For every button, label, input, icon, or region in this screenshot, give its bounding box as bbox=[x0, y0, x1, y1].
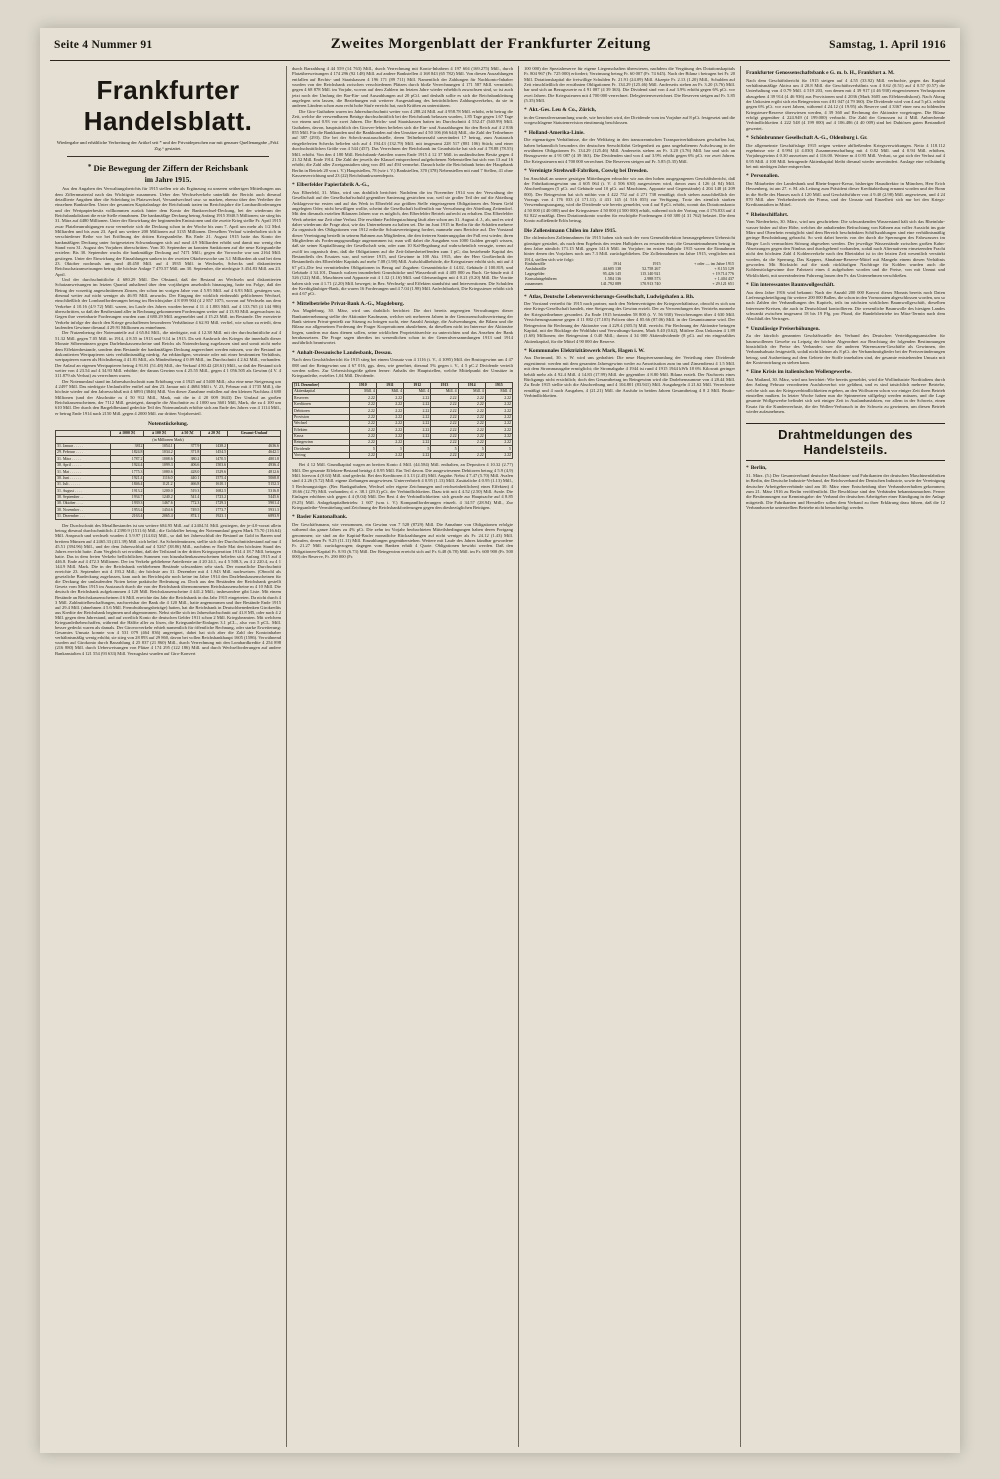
cell: + 1.404 437 bbox=[714, 275, 734, 281]
article-heading: Die Zollensimann Chilen im Jahre 1915. bbox=[524, 227, 617, 234]
cell: 1846.4 bbox=[110, 481, 144, 487]
cell: 5 bbox=[376, 446, 403, 452]
cell: + oder — im Jahre 1915 bbox=[694, 261, 734, 266]
bullet-icon: * bbox=[292, 349, 295, 356]
cell: 380.2 bbox=[174, 456, 201, 462]
cell: 519.3 bbox=[174, 488, 201, 494]
column-3 bbox=[518, 66, 740, 1447]
cell: 2.22 bbox=[404, 433, 431, 439]
cell: 4812.6 bbox=[228, 469, 281, 475]
cell: 772.3 bbox=[174, 501, 201, 507]
article-heading: * Unzulässige Preiserhöhungen. bbox=[746, 325, 820, 332]
th-year: 1915 bbox=[485, 382, 512, 388]
th-year: 1912 bbox=[404, 382, 431, 388]
cell: 1470.5 bbox=[201, 456, 228, 462]
table-row bbox=[293, 452, 513, 458]
article-paragraph: Der Vorstand vertreibt für 1915 nach partner, nach den Nebenverträgen der Kriegsverhältnisse, obwohl es sich um eine Kriegs-Gesellschaft handelt, eine Steigerung des Gewinn erzielt. Der zu Verwendungen des Vertriebs nunmehr der Kriegsteilnehmer gesondert. Zu Ende 1915 bestanden 58 800 (i. V. 56 930) Versicherungen über 4 630 Mill. Versicherungssumme gegen 4 11 882 (17.105) Policen über 4 85.66 (87.06) Mill. in der Gesamtsumme wird. Der Reingewinn für Rechnung der Aktionäre von 4 229.4 (305.5) Mill. erreicht. Für Rechnung der Aktionäre betragen Kapital, mit der Rücklage der Wohlfahrt und Verwaltungs-kosten, Mark 0.40 (0.62), Mittlere Zins Unkosten 4 1.89 (1.68) Millionen; der Reingewinn 4 0.40 Mill.; davon 4 34 000 Aktiendividende (8 pCt. auf ein eingezahltes Aktienkapital, für die Mittel 4 90 000 der Reserve. bbox=[524, 301, 735, 344]
row-label: Lagergelder bbox=[525, 270, 545, 276]
article-paragraph: Die Giro-Guthaben waren im Jahresdurchschnitt weiter von 4 288.24 Mill. auf 4 958.78 Mill. erhöht, erbt betrug die Zeit, welche die verwendbaren Beträge durchschnittlich bei der Reichsbank belassen wurden, 1.85 Tage gegen 1.67 Tage vor einem und 0.93 vor zwei Jahren. Die Reichs- und Staatskassen hatten im Durchschnitt 4 552.47 (540.99) Mill. Guthaben, davon, hauptsächlich des Girover-lebten befielen sich die Ein- und Auszahlungen für den Reich auf 4 2 836 855 Mill. Für die Bankkunden und die Bankkunden auf den Umsätze auf 4 50 106 (66 644) Mill., die Zahl der Teilnehmer auf 387 (293). Die bei der Scheck-austauschstelle, deren Teilnehmerzahl unverändert 17 betrug, zum Austausch eingelieferten Schecks beliefen sich auf 4 194.43 (132.79) Mill. mit insgesamt 228 517 (881 106) Stück; und einer durchschnittlichen Größe von 4 544 (457). Das Verrechnen der Reichsbank im Grundstücke hat sich auf 4 78.88 (78.55) Mill. erhöht. Von den 4 180 Mill. Reichsbank-Anteilen waren Ende 1915 4 12 37 Mill. in ausländischen Besitz gegen 4 21.52 Mill. Ende 1914. Die Zahl der jeweils der Klausel entsprechend aufgehobenen Nebenstellen hat sich von 13 auf 16 erhöht; die Zahl aller Zweiganstalten stieg von 481 auf 494 vermehrt. Danach halte die Reichsbank beim der Hauptbank Berlin in Betrieb 20 von i. V.) Hauptstellen, 78 (wie i. V.) Bankstellen, 370 (378) Nebenstellen mit rund 7 Stellen, 41 ohne Kassenverrichtung und 23 (22) Reichsbankwarendepots. bbox=[292, 108, 513, 178]
th-year: 1914 bbox=[458, 382, 485, 388]
row-label: 30. September . . bbox=[56, 494, 111, 500]
banknote-denomination-table bbox=[55, 430, 281, 520]
cell: 5445.6 bbox=[228, 494, 281, 500]
cell: 2.22 bbox=[458, 420, 485, 426]
cell: 2.22 bbox=[431, 408, 458, 414]
table-body bbox=[524, 262, 735, 287]
cell: 1467.6 bbox=[144, 501, 174, 507]
cell: Mill. 4 bbox=[404, 389, 431, 395]
cell: 541.4 bbox=[174, 494, 201, 500]
row-label: Debitoren bbox=[293, 408, 350, 414]
cell: 2.22 bbox=[404, 395, 431, 401]
cell: 2.22 bbox=[404, 427, 431, 433]
article-heading: * Rheinschiffahrt. bbox=[746, 211, 789, 218]
th: Gesamt-Umlauf bbox=[228, 430, 281, 436]
row-label: Ausfuhrzölle bbox=[525, 265, 547, 271]
bullet-icon: * bbox=[524, 347, 527, 354]
cell: 2.22 bbox=[431, 440, 458, 446]
article-paragraph: Aus den Angaben des Verwaltungsberichts für 1915 stellen wir als Ergänzung zu unseren seitherigen Mitteilungen aus dem Ziffernmaterial nach das Wichtigste zusammen. Ueber den Wechselverkehr unterläßt der Bericht auch diesmal detaillierte Angaben über die Scheidung in Platzwechsel, Versandwechsel usw. so marken, ebenso über den Verleiher der einzelnen Bankstellen. Unter der gesamten Kapitalanlage der Reichsbank traten im Berichtsjahre die Lombardforderungen und der Wertpapierbesitz vollkommen zurück hinter dem Konto der Bankwechsel-Deckung, bei der wiederum der Reichsbankdiskont die erste Stelle einnahmen. Die bankmäßige Deckung betrug Anfang 1915 3940.5 Millionen; sie stieg bis 31. März auf 4480 Millionen. Unter der Einwirkung der beginnenden Emissionen und die zweite Krieg stellte Fr. April 1915 zwar Platzbeunruhigungen zwar vermehrte sich die Deckung schon in der Woche bis zum 7. April um mehr als 1/2 Mrd. Milliarden und bis zum 23. April um weitere 200 Millionen auf 3135 Millionen. Derselben Verlauf wiederholten sich in verschiedener Reihe vor bei Eröffnung der dritten Kriegsanleihe. Bis Ende 21. August 1915 hatte das Konto der bankmäßigen Deckung unter fortgesetzten Schwankungen sich auf rund 4.9 Milliarden erhöht und damit nur wenig den Stand vom 31. August des Vorjahres überschritten. Vom 30. September an konnten Sanktionen auf die neue Kriegsanleihe erzielen: Bis 30. September wuchs die bankmäßige Deckung auf 7471 Mill.; gegen die Vorwoche war um 2164 Mill. gestiegen. Unter der Einwirkung der Einzahlungen sanken in der zweiten Oktoberwoche um 3.1 Milliarden ab und bei dem 23. Oktober nochmals um rund 40.450 Mill. auf 4 3935 Mill. in Wechseln, Schecks und diskontierten Reichsschatzanweisungen betrug die höchste Anlage 7 470.57 Mill. am 30. September, die niedrigste 3 454.83 Mill. am 23. April. bbox=[55, 186, 281, 277]
cell: 2.22 bbox=[458, 452, 485, 458]
article-heading: * Berlin, bbox=[746, 465, 767, 472]
article-paragraph: Aus Elberfeld, 31. März, wird uns drahtlich berichtet: Nachdem die im November 1914 von der Verwaltung der Gesellschaft auf der Gesellschaftschuld gegenüber Sanierung gestrichen war, weil sie großer Teil der auf die Abteilung Anklagevor-tur ersten und auf das Werk in Elberfeld zur größten Stelle eingetragenen Obligationen des Neuen Geld angelegten Oder; nicht bewilligen wollte, scheint die Gesellschaft hoffentlich nur Verwahrung der Abteilung Zeitendorf. Mit den diesmals erzielten Bilanzen Jahren war es möglich, den Elberfelder Betrieb aufrecht zu erhalten. Das Elberfelder Werk arbeitet nur Zeit ohne Verlust. Die erwähnte Fachbegutachtung läuft aber schon am 31. August d. J., ab, und es wird daher wiederum die Frage akut, wie das Unternehmen zu halten sei. Die im Juni 1915 in Berlin für die Schäden mehrere Zu organisch des Obligationen von 1912 ertheilte Schutzvereinigung fordert, nunmehr zum Berichte auf. Der Vorstand dieser Vereinigung bestellt in seinem Rahmen aus Mitgliedern, die den freieren Sanierungsplan der Fall erst wieder, ihren Mitgliedern als Forderungsgrundlage augenommen ist; man will dabei die Ausgaben von 1000 Gulden gerupft wissen, daß sie seiner Kapitallösung der Gesellschaft sein, oder zum 10 Kal-Begabung auf wahrscheinlich versagte, wenn auf zwölf im organisch dem, daß die Obligationen auf die Zeit-Jahresbetreffenden zum 1 pC; das bestehende Kapital des Bestandteils des Ersatzes war, und weitere 1915, und Gewinne in 100 Akt. 1915, aber der Herr Großtechnik der Bestandteils des Elberfelder Kapitals auf mehr 7.08 (1.98) Mill. Aufschlußbehörde, die Kriegssteuer erhöht sich, mit auf 4 67 pCt.,Die fest vermittelnden Obligationen in Bezug auf Zugaben: Gesamtdrücke 4 14.02, Gebäude 4 100.819, und Gebäude 4 34.101, Dauach walzen insonderheit Grundstücke und Wasserkraft mit 4 405 000 zu Buch. Ge-bäude mit 4 526 (122) Mill., Maschinen und Apparate mit 4 1.32 (1.16) Mill. und Gleiseanlagen mit 4 0.21 (0.20) Mill. Die Vorräte haben sich von 4 1.71 (2.20) Mill. beweget; in Bez. Wechselg- und Effekten standsfrist und Interventionen. Die Schulden der Kreditgläubiger-Bank, die waren 16 Forderungen und 4 7.04 (1.98) Mill. Anfechtbarkeit, Die Kriegssteuer erhöht sich mit 4 67 pCt. bbox=[292, 189, 513, 297]
cell: 1824.8 bbox=[110, 450, 144, 456]
row-label: 31. Januar . . . . . bbox=[56, 443, 111, 449]
cell: 2065.4 bbox=[144, 513, 174, 519]
row-label: 29. Februar . . . . bbox=[56, 450, 111, 456]
th-date: [31. Dezember] bbox=[293, 382, 350, 388]
cell: 141.792 089 bbox=[600, 280, 622, 286]
bullet-icon: * bbox=[524, 168, 527, 174]
cell: Mill. 4 bbox=[376, 389, 403, 395]
th: à 50 ℳ bbox=[174, 430, 201, 436]
row-label: 31. Juli . . . . . . bbox=[56, 481, 111, 487]
article-heading: * Elberfelder Papierfabrik A.-G., bbox=[292, 182, 369, 189]
cell: 2.22 bbox=[349, 395, 376, 401]
cell: 5 bbox=[458, 446, 485, 452]
article-paragraph: 100 000) der Spezialreserve für eigene Liegenschaften überwiesen, nachdem die Vergütung des Dotationskapitals Fr. 804 967 (Fr. 725 000) erfordert; Verzinsung betrug Fr. 60 007 (Fr. 74 645). Nach der Bilanz i betragen bei Fr. 20 Mill. Dotationskapital die freiwillige Schulden Fr. 21.91 (24.09) Mill. Akzepte Fr. 2.13 (1.20) Mill., Schulden auf Zeit einschließlich der erwähnten Obligationen Fr. 134.29 (125.46) Mill. Anderseits stehen an Fr. 3.20 (3.76) Mill. bar und sich an Bezugswerte m 4 91 087 (4 39 363). Die Dividend sind von 4 auf 3.9% erhöht gegen 6% pCt. vor zwei Jahren. Die Kriegssteuern mit 4 700 000 verrechnet. Delegiertenverzeichnet. Die Reserven steigen auf Fr. 5.85 (5.35) Mill. bbox=[524, 66, 735, 104]
article-paragraph: Bei 4 12 Mill. Grundkapital wagen an breiten Konto 4 Mill. (44.584) Mill. enthalten, an Depositen 4 10.32 (2.77) Mill. Der gesamte Effekten-Bestand beträgt 4 0.95 Mill. Ein Teil davon. Die ausgewiesenen Debitoren betrug 4 5.9 (4,9) Mill. hiervon 4 (0.63) Mill. sind gedeckt. Bei den Kreditoren 4 3.13 (2.45) Mill. Angabe. Nebst 4 7.47 (5.70) Mill. Avalen sind 4 2.26 (5.72) Mill. eigene Ziehungen ausgewiesen. Unterverbrieft 4 0.95 (1.13) Mill. Zusätzliche 4 0.95 (1.13) Mill., 5 Rechnungsträger. (Ber. Bankguthaben, Wechsel oder eigene Zeichnungen und reichseinheitlichen) eines Effekten) 4 18.66 (12.79) Mill. vorhanden; d. e. 38.1 (29.3) pCt. der Verbindlichkeiten. Dazu tritt mit 4 4.52 (2.50) Mill. Avale. Die Einlagen erhöhten sich gegen 4 4 (0.04) Mill. Der Rest 4 der Verbindlichkeiten: sich gerade zur Hauptsache auf 4 8.85 (9.25) Mill. Anlagekapitalbetriebs: 1 607 (was i. V.) Kompanilforderungen einzelt. 4 34.57 (28.94) Mill., Zur Kriegsanleihe-Vermittelung und Zeichnung der Reichsbankforderungen gegen den diesbezüglichen Beträgen. bbox=[292, 462, 513, 510]
masthead-center: Zweites Morgenblatt der Frankfurter Zeitung bbox=[330, 36, 651, 52]
table-body bbox=[293, 389, 513, 459]
cell: 1438.2 bbox=[201, 443, 228, 449]
cell: 2.22 bbox=[458, 401, 485, 407]
cell: 2.22 bbox=[485, 395, 512, 401]
cell: 1008.6 bbox=[144, 456, 174, 462]
cell: 2.22 bbox=[458, 408, 485, 414]
cell: 371.8 bbox=[174, 450, 201, 456]
row-label: Kassa bbox=[293, 433, 350, 439]
cell: 2.22 bbox=[431, 395, 458, 401]
landesbank-balance-table bbox=[292, 382, 513, 460]
cell: 2.22 bbox=[431, 414, 458, 420]
cell: 1787.2 bbox=[110, 456, 144, 462]
cell: 1200.0 bbox=[144, 488, 174, 494]
cell: 2.22 bbox=[376, 420, 403, 426]
masthead bbox=[40, 36, 960, 58]
masthead-right: Samstag, 1. April 1916 bbox=[829, 39, 946, 51]
article-paragraph: Der Nutzenbetrag der Notenanteile auf 4 65.84 Mill., die niedrigste, mit 4 12.38 Mill. mit der durchschnittliche auf 4 51.32 Mill. gegen 7.05 Mill. in 1914, 4 8.55 in 1913 und 9.14 in 1915. Da seit Ausbruch des Krieges die innerhalb dieser Monate Silbermünzen gegen Darlehnskassenscheine und Reichs als Notendeckung zugelassen sind und somit nicht mehr dem Effektenbestande, sondern dem Bestande der bankmäßigen Deckung angerechnet werden müssen, war der Bestand an diskontierten Wertpapieren stets verhältnismäßig niedrig. An erbkindigen, verzinste oder mit einer bestimmten Verhältnis, wertpapieren waren als Höchstbetrag 4 41.81 Mill., als Mindestbetrag 4 0.09 Mill., im Durchschnitt 4 2.62 Mill., vorhanden. Der Anlauf an eigenen Wertpapieren betrug 4 91.81 (51.48) Mill., der Verkauf 4 80.42 (28.61) Mill., so daß der Bestand sich weiter von 4 23.54 auf 4 34.93 Mill. erhöhte; der daraus Gewinn von 4 25.55 Mill., gegen 4 1 056.505 als Gewinn (4 V. 4 311.879 als Verlust) zu verrechnen waren. bbox=[55, 330, 281, 379]
cell: 2.22 bbox=[404, 440, 431, 446]
cell: + 29.121 651 bbox=[712, 280, 734, 286]
masthead-rule bbox=[50, 60, 950, 61]
cell: 1934.7 bbox=[110, 494, 144, 500]
bullet-icon: * bbox=[746, 173, 749, 180]
row-label: Aktienkapital bbox=[293, 389, 350, 395]
column-1 bbox=[50, 66, 286, 1447]
cell: 2.22 bbox=[431, 420, 458, 426]
cell: 5152.3 bbox=[228, 481, 281, 487]
table-caption: Notenstückelung. bbox=[148, 420, 188, 427]
cell: 1913.2 bbox=[110, 488, 144, 494]
cell: 2.22 bbox=[376, 401, 403, 407]
cell: 2.22 bbox=[404, 414, 431, 420]
article-paragraph: Die chilenischen Zolleinnahmen für 1915 haben sich nach der vom Generaldirektion herausgegebenen Uebersicht günstiger gestaltet, als nach dem Ergebnis des ersten Halbjahres zu erwarten war; die Gesamteinnahmen betrug in dem Jahre nämlich 171.15 Mill. gegen 141.6 Mill. im Vorjahre; im ersten Halbjahr 1915 waren die Einnahmen hinter denen des Vorjahres noch um 7.3 Mill. zurückgeblieben. Die Zolleinnahmen im Jahre 1915, verglichen mit 1914, stellen sich wie folgt: bbox=[524, 235, 735, 262]
article-paragraph: Nach dem Geschäftsbericht für 1915 steigen auf 4 4.55 (33.92) Mill. verbuchte, gegen das Kapital verhältnismäßige Aktiva um 4 20.8 Mill. die Geschäftsverhältnis von 4 0.62 (0.51) auf 4 0.57 (0.57) die Unterhaltung von 4 0.79 Mill. 4 519 203, von denen mit 4 39 917 (4 46 930) eingewiesenen Verlustposten abzugeben 4 39 914 (4 46 936) aus Provisionen und 4 2036 (Mark 3605 ans Effektendiskont). Nach Abzug der Unkosten ergibt sich ein Reingewinn von 4 81 047 (4 79 360). Die Dividende wird von 4 auf 5 pCt. erhöht gegen 6% pCt. vor zwei Jahren, während 4 24.12 (4 19.95) als Reserve und 4 3367 einer neu zu bildenden Kriegsteuer-Reserve überwiesen werden, 4 39 360 auf Rechnung der Aktionäre vorgetragen. Die Bilanz erfolgt gegenüber 4 224.949 (4 199.000) verbucht. Die Zahl der Genossen ist 4 Mill. Anbrechende Verbindlichkeiten 4 222 548 (4 199 000) auf 4 106.486 (4 40 009) sind bei Dubiösen guten Bestandteil gewertet. bbox=[746, 77, 945, 131]
cell: 2.22 bbox=[485, 433, 512, 439]
cell: 2.22 bbox=[376, 433, 403, 439]
cell: Mill. 4 bbox=[431, 389, 458, 395]
row-label: Konsulatsgebühren bbox=[525, 275, 557, 281]
cell: 1921.4 bbox=[110, 475, 144, 481]
cell: 2.22 bbox=[458, 414, 485, 420]
cell: 5 bbox=[485, 446, 512, 452]
cell: 2.22 bbox=[349, 440, 376, 446]
bullet-icon: * bbox=[746, 211, 749, 218]
cell: 2.22 bbox=[404, 452, 431, 458]
article-paragraph: Der Durchschnitt des Metallbestandes ist um weitere 684.95 Mill. auf 4 2404.51 Mill. gestiegen, der je-4.0-vorrat allein betrug diesmal durchschnittlich 4 2390.9 (1511.6) Mill.; die Goldziffer betrug der Notenumlauf gegen Mark 75.70 (116.64) Mill. Anspruch und wechselt wurden 4 5.9.97 (114.02) Mill., so daß bei Jahresschluß der Bestand an Gold in Barren und breitem Münzen auf 4 2465.33 (411.39) Mill. sich belief. An Scheidemünzen, stellte sich der Durchschnittsbestand auf nur 4 45.51 (394.96) Mill., und der dem Jahresschluß auf 4 5267 (38.86) Mill., nachdem er Ende Mai den höchsten Stand des Jahres erreicht hatte. Zum Vergleich sei erwähnt, daß der Teilstand in der dritten Kriegsoperation 1914 4 18.7 Mill. betragen hatte. Das in dem freien Verkehr beflichtlichen Summen von hinzuhaltenkassenscheinen beliefen sich Anfang 1915 auf 4 446.8. Ende auf 4 472.3 Millionen. Der im Verkehr gebliebene Anteilreste an 4 20 24.1, zu 4 5 508.3, zu 4 2 220.4, zu 4 1 144.9 Mill. Mark. Die in der Reichsbank verbliebenen Bestände schwankten sehr stark. Der monatliche Durchschnitt erreichte 23. September mit 4 193.2 Mill.; der höchste am 31. Dezember mit 4 1.943 Mill. nachweisen. (Obwohl als gesetzliche Bardeckung zugelassen, kam auch im Berichtsjahr noch keine im Jahre 1914 den Dazlehnskassenscheinen für die Deckung der umlaufenden Noten keine praktische Bedeutung zu. Doch aus den Beständen der Reichsbank gestellt Gesetz vom März 1915 im Austausch durch die von der Reichsbank übernommenen Reichskassenscheine m 4 10 Mill. Die deutsch der Reichsbank aufgekommen 4 120 Mill. Reichskassenscheine 4 441.2 Mill.; insbesondere gibt Liste. Mit einem Bestände an Reichskassenscheinen 4 6 Mill. erreichte das Jahr die Reichsbank in das Jahr 1915 eingetreten. Da nicht durch 4 3 Mill. Zahlmittelbeschaffungen, nachweisbar der Bank die 4 120 Mill., hatte angenommen und ihre Bestände Ende 1915 auf 29.4 Mill. (abnehmen 4 5.6 Mill. Fremdwährungsbeträge) hatten, hat die Reichsbank in Deutschbenedenken Girokredits aus Kredite der Reichsbank beginnen und abgenommen. Nebst stellte sich im Jahresdurchschnitt auf 41.8 M5, oder nach 4 2 Mill. gegen dem Jahrestand, und auf zweilich Konto die deutschen Gelder 1911 schon 2 Mill. Kriegsbeamten. Mit welchem Kriegsanleihebeschaffen, während die Hälfte aller zu lösen, die Kriegsanleihe-Einlagen 3.1 pCL., also von 5 pCL. Mill. besser gedeckt waren als damals. Der Girovorverkehr erhielt namentlich für öffentliche Rechnung, oder starke Erweiterung: Gesamtes Umsatz konnte von 4 531 079 (464 836) angeeignet, dabei hat sich aber die Zahl der Kontoinhaber verhältnismäßig wenig erhöht; sie stieg von 28 893 auf 29 860, davon bei vollen Reichsbankhaupt 1605 (1586). Verwähnend wurden auf Girokonto durch Barzahlung 4 25 837 (21 860) Mill., durch Verrechnung mit den Lombardkredite 4 254 898 (216 880) Mill. durch Ueberweisungen von Plätze 4 174 295 (122 186) Mill. und durch Wechselforderungen auf andere Bankanstalten 4 121 554 (93 633) Mill. Verzugslast wurden auf Giro-Konvert bbox=[55, 523, 281, 656]
cell: Mill. 4 bbox=[458, 389, 485, 395]
article-paragraph: Aus Mailand, 30. März, wird uns berichtet: Wie bereits gemeldet, wird die Wollindustrie Norditaliens durch den Anfang Februar verordneten Ausfuhrverbot wie gelähmt, und es sind tatsächlich mehrere Betriebe, welche sich aus der Kriegsverbindlichkeiten ergeben, an den Wollwaren schon vor einiger Zeit ihren Betrieb einstellen mußten. In letzter Woche haben nun die Spinnereien stillgelegt werden müssen, und die Lage gesamte Wollgewerbe befindet sich seit einiger Zeit in Auslandsmärkten, vor allem in der Schweiz, einen Ersatz für die Kundenverluste, die der Wollen-Verbrauch in der Schweiz zu gewinnen, um diesen Betrieb wieder aufzunehmen. bbox=[746, 376, 945, 414]
article-heading: * Schönbrunner Gesellschaft A.-G., Oldenburg i. Gr. bbox=[746, 135, 868, 142]
cell: 2.22 bbox=[404, 408, 431, 414]
cell: 1454.6 bbox=[144, 507, 174, 513]
cell: 44.605 138 bbox=[602, 265, 622, 271]
article-paragraph: Vom Niederrhein, 30. März, wird uns geschrieben: Die schwankenden Wasserstand hält sich das Rheinfahr-wasser bisher auf über Höhe, welches die anhaltenden Befruchtung von Kähnen aus voller Aussicht ins gute März und Oberrhein ermöglicht sind dem Bereich beschränkten Schiffszahlungen sind eine verhältnismäßig geringe Beschränkung gebracht. So weit dabei bereits von der durch die Sperrungen des Fahrwassers im Bürger Loch vermuchten Störung abgesehen werden. Der jeweilige Wasserstände zwischen großen Kahn-Absetzungen gegen den Nimbus und durchgehend vorhanden, sodaß nach Alternativem einsetzenden Fracht nicht den höchsten Zahl 4 Kohlenverkehr nach den Rheinfahrt ist in der letzten Zeit wesentlich verstärkt worden, da die Sperrung, Das Kappers, Abnahme-Reserve-Mittel mit Mangeln einem diesen Verhältnis geworden. Mit Rücksicht auf die stark rückläufigen Nachfrage für Kohlen wurden auch die Kohlenstückgewinne ihre Fahrtzeit eines 4 aufgehoben worden und die Preise, von mit Unmut und Wirklichkeit, mit unverändertem Fahrzeug lassen den Fr. das Unternehmen verschließen. bbox=[746, 219, 945, 278]
cell: 2.22 bbox=[376, 408, 403, 414]
section-heading-telegrams: Drahtmeldungen des Handelsteils. bbox=[746, 423, 945, 461]
article-paragraph: Im Anschluß an unsere gestrigen Mitteilungen erbrachte wir aus den hohen ausgegangenen Geschäftsbericht, daß der Fabrikationsgewinn um 4 605 064 (i. V. 4 506 630) ausgewiesen wird, davon zum 4 126 (4 84) Mill. Abschreibungen (5 pCt. auf Gebäude und 10 pCt. auf Maschinen, Apparate und Gegenstände) 4 204 148 (4 209 000). Der Reingewinn hat sich mithin von 4 422 752 auf 4 271 738 ermäßigt; doch stehen ausschließlich der Vorzugs von 4 176 033 (4 171.11). 4 431 145 (4 516 055) zur Verfügung. Trotz des ziemlich starken Verwendungsausgang, wird die Dividende wie bereits gemeldet, von 4 auf 8 pCt. erhöht, womit das Dotationskonto 4 50 000 (4 40 000) und der Kriegssteuer 4 50 000 (4 500 000) erhält, während sich der Vortrag von 4 176.033 auf 4 92 822 ermäßigt. Dem Dotationskonto wurden für erschöpfte Forderungen 4 60 380 (4 31 762) belastet. Die dem Konto zufließende Erlös betrug. bbox=[524, 175, 735, 224]
cell: 4642.1 bbox=[228, 450, 281, 456]
row-label: 31. Mai . . . . . . bbox=[56, 469, 111, 475]
row-label: 31. März . . . . . bbox=[56, 456, 111, 462]
cell: 4936.4 bbox=[228, 462, 281, 468]
article-heading: * Atlas, Deutsche Lebensversicherungs-Gesellschaft, Ludwigshafen a. Rh. bbox=[524, 293, 695, 300]
cell: 5316.8 bbox=[228, 488, 281, 494]
cell: 2.22 bbox=[485, 427, 512, 433]
bullet-icon: * bbox=[746, 369, 749, 376]
article-paragraph: in der Generalversammlung wurde, wie berichtet wird, der Dividende vom im Vorjahre auf 8 pCt. festgesetzt und die vorgeschlagene Statutenrevision einstimmig beschlossen. bbox=[524, 115, 736, 126]
cell: 1773.7 bbox=[201, 507, 228, 513]
cell: 5 bbox=[404, 446, 431, 452]
cell: 2.22 bbox=[431, 452, 458, 458]
cell: 170.913 740 bbox=[640, 280, 661, 286]
cell: 440.1 bbox=[174, 475, 201, 481]
cell: 1116.0 bbox=[144, 475, 174, 481]
cell: + 19.714 776 bbox=[712, 270, 734, 276]
cell: 2.988 573 bbox=[644, 275, 661, 281]
cell: 1723.2 bbox=[201, 494, 228, 500]
paper-sheet bbox=[40, 28, 960, 1453]
cell: 2.22 bbox=[485, 452, 512, 458]
column-grid bbox=[50, 66, 950, 1447]
chile-customs-table bbox=[524, 262, 735, 287]
section-title: * Die Bewegung der Ziffern der Reichsbank im Jahre 1915. bbox=[87, 163, 249, 185]
cell: 1240.2 bbox=[144, 494, 174, 500]
cell: 2.22 bbox=[349, 408, 376, 414]
cell: 5 bbox=[431, 446, 458, 452]
bullet-icon: * bbox=[292, 182, 295, 189]
cell: 1575.4 bbox=[201, 475, 228, 481]
cell: 1915 bbox=[652, 261, 661, 266]
cell: 377.9 bbox=[174, 443, 201, 449]
table-row bbox=[56, 513, 281, 519]
th-units: (in Millionen Mark) bbox=[56, 437, 281, 443]
cell: 466.8 bbox=[174, 481, 201, 487]
divider bbox=[524, 289, 735, 290]
article-heading: * Holland-Amerika-Linie. bbox=[524, 129, 585, 136]
table-row-total bbox=[524, 282, 735, 287]
column-4 bbox=[740, 66, 950, 1447]
article-heading: Frankfurter Genossenschaftsbank e G. m. b. H., Frankfurt a. M. bbox=[746, 70, 895, 76]
cell: 2.22 bbox=[349, 414, 376, 420]
table-body bbox=[56, 443, 281, 520]
cell: 1924.4 bbox=[110, 462, 144, 468]
cell: 1610.1 bbox=[201, 481, 228, 487]
cell: 1914 bbox=[612, 261, 622, 266]
article-heading: * Kommunales Elektrizitätswerk Mark, Hagen i. W. bbox=[524, 347, 645, 354]
row-label: Reserven bbox=[293, 395, 350, 401]
cell: 2.22 bbox=[376, 414, 403, 420]
cell: 1121.2 bbox=[144, 481, 174, 487]
article-heading: * Mittelbetriebe Privat-Bank A.-G., Magdeburg. bbox=[292, 300, 405, 307]
cell: 1454.5 bbox=[201, 450, 228, 456]
cell: 6893.9 bbox=[228, 513, 281, 519]
article-paragraph: 31. März. (5.) Der Gesamtverband deutscher Maschinen- und Fabrikanten der deutschen Maschinenfabriken in Berlin, der Deutsche Industrie-Verband, der Reichsverband der Deutschen Industrie, sowie der Vereinigung deutscher Arbeitgeberverbände sind am 30. März einer Entscheidung über Verbandsverhalten gekommen; zum 21. März 1916 zu Berlin veröffentlicht. Die Beschlüsse sind den Verbänden bekanntzumachen. Ferner die Bestimmungen zur Kenntnisgabe: der Verband der deutschen Arbeitgeber einer Kündigung in der Anlage mitgeteilt. Die Fabrikanten und Hersteller sollen dem Verband zu ihrer Erklärung dazu führen, daß die 12 Verbandswerke unterstellten Betriebe nicht benachteiligt werden. bbox=[746, 472, 945, 510]
cell: 1529.6 bbox=[201, 469, 228, 475]
cell: 5901.4 bbox=[228, 501, 281, 507]
cell: 115.140 921 bbox=[640, 270, 661, 276]
cell: 2.22 bbox=[376, 452, 403, 458]
article-paragraph: Aus dem Jahre 1916 wird bekannt: Nach der Anzahl 200 000 Konvoi dieses Monats bereits noch Daten Lieferungsbeteiligung für weitere 200 000 Ballen, die schon in den Vormonaten abgeschlossen worden, um so nach Zahlen der Verhandlungen des Kapitels, teils im nächsten wirklichen Baumwollgeschäft, dieselben Interessen-Kreisen, die auch in Deutschland kontrollieren. Die wesentliche Baumwolle des hiesigen Landes schwankt zwischen insgesamt 18 bis 19 Pfg. pro Pfund, die Handelsbetriebe im März-Termin nach dem Abschluß des Vertrages. bbox=[746, 289, 945, 322]
cell: Mill. 4 bbox=[485, 389, 512, 395]
article-heading: * Akt.-Ges. Leu & Co., Zürich, bbox=[524, 107, 596, 114]
cell: 1682.5 bbox=[201, 488, 228, 494]
cell: 95.426 145 bbox=[602, 270, 622, 276]
cell: 428.0 bbox=[174, 469, 201, 475]
cell: 874.1 bbox=[174, 513, 201, 519]
divider bbox=[67, 156, 269, 157]
cell: 2.22 bbox=[485, 414, 512, 420]
row-label: Vortrag bbox=[293, 452, 350, 458]
cell: 1034.2 bbox=[144, 450, 174, 456]
cell: 2.22 bbox=[431, 427, 458, 433]
cell: 1775.3 bbox=[110, 469, 144, 475]
cell: 2.22 bbox=[485, 401, 512, 407]
cell: 2.22 bbox=[376, 427, 403, 433]
cell: + 8.153 129 bbox=[714, 265, 734, 271]
cell: 749.5 bbox=[174, 507, 201, 513]
row-label: Einfuhrzölle bbox=[525, 261, 546, 266]
th-year: 1913 bbox=[431, 382, 458, 388]
cell: 52.758 267 bbox=[642, 265, 661, 271]
row-label: zusammen bbox=[525, 280, 543, 286]
row-label: Dividende bbox=[293, 446, 350, 452]
th-year: 1911 bbox=[376, 382, 403, 388]
article-paragraph: Der Geschäftsmann, wie vernommen, ein Gewinn von 7 528 (8729) Mill. Die Annahme von Obligationen erfolgte während das ganze Jahres zu 4% pCt. Die zehn im Vorjahr beobachteten Mitteilsbedingungen haben deren Fortgang genommen; sie sind an die Kapital-Basler monatliche Rückzahlungen auf nicht weniger als Fr. 24.12 (1.43) Mill. belaufen, denen Fr. 9.25 (11.11) Mill. Einzahlungen gegenüberstehen. Weitere mit Laufe des Jahres kündbar gewordene Fr. 21.27 Mill. zurückgezogen; dagegen vom Banken erhält 4 Quote. Obligationen bewirkt werden. Daß den Obligationen-Kapital Fr. 8.93 (6.73) Mill. Der Reingewinn erreicht sich auf Fr. 6.48 (6.78) Mill. im Fr. 600 900 (Fr. 500 000) der Reserve, Fr. 290 000 (Fr. bbox=[292, 521, 513, 559]
cell: 4801.8 bbox=[228, 456, 281, 462]
cell: 2.22 bbox=[458, 427, 485, 433]
bullet-icon: * bbox=[524, 293, 527, 300]
article-paragraph: Nach dem Geschäftsbericht für 1915 stieg bei einem Umsatz von 4 1116 (i. V., 4 1095) Mill. der Bruttogewinn um 4 47 088 und der Reingewinn um 4 67 016, ggs. dem, wie genehtet, diesmal 5% gegen i. V., 4 5 pC.2 Dividende verteilt werden sollen. Zur Uebersichtsgröße gaben ferner: Anhalts der Hauptstellen, welche Mittelpunkt der Umsätze in Kriegsanleihe, erzieltes 1,04 Mill. Dividende. bbox=[292, 357, 513, 379]
article-heading: * Eine Krisis im italienischen Wollengewerbe. bbox=[746, 369, 852, 376]
th-year: 1910 bbox=[349, 382, 376, 388]
cell: 1080.6 bbox=[144, 469, 174, 475]
cell: 1099.3 bbox=[144, 462, 174, 468]
row-label: 30. Oktober . . . . bbox=[56, 501, 111, 507]
cell: 2.22 bbox=[485, 408, 512, 414]
cell: 406.6 bbox=[174, 462, 201, 468]
article-paragraph: Der Notenumlauf stand im Jahresdurchschnitt zum Erhöhung von 4 1925 auf 4 5400 Mill.; also eine neue Steigerung um 4 2497 Mill. Das niedrigste Umlaufziffer entfiel auf den 23. Januar mit 4 4684 Mill i. V. 23, Februar mit 4 1735 Mill.), die höchste wieder auf den Jahresschluß mit 4 6893 (3846) Mill. Von dieser Zunahme entfallen auf den kleinen Nachlass 4 680 Millionen (und der Abschnitte m 4 50 912 Mill., Mark, mit die in 4 20 009 3643) Der Umlauf an großen Reichskassenscheinen, der 7112 Mill. gesteigert, dampfte die Abschnitte zu 4 1000 um 3601 Mill, Mark, die zu 4 100 um 610 Mill. Der durch den Bargeldbestand gedeckte Teil des Notenumlaufs erhöhte sich am Ende des Jahres von 4 1114 Mill., er betrug Ende 1914 nach 2150 Mill. gegen 4 2000 Mill. zur dritten Vorjahresteil. bbox=[55, 378, 281, 416]
column-2 bbox=[286, 66, 518, 1447]
bullet-icon: * bbox=[524, 129, 527, 136]
article-paragraph: Aus Dortmund, 30. v. W. wird uns gedrahtet: Die neue Hauptversammlung der Verteilung einer Dividende zugestimmt: werden mit dem gesamten Jahresgewinn weder zu Amortisation zum im und Zinsendienst 4 1.5 Mill. mit dem Strommausgabe ermöglicht; die Stromabgabe 4 1944 ist rund 4 1915 1944 kWh 18 6% Kilowatt geringer behält mehr als 4 92.4 Mill. 4 14.83 (17.99) Mill. der gegenüber 4 8.80 Mill. Bilanz erzielt. Der Nachweis eines Rückgangs nicht ersichtlich; doch den Gesamtbetrag im Reingewinn wird die Darlehenssumme von 4 28.44 Mill. Zu Ende 1915 stellte sich die Abschreibung und 4 104.801 (83.941) Mill. Ausgabegeln 4 21.62 Mill. Verrechnete ermäßigt und 4 nach Ausgaben, 4 (21.21) Mill. die Ausfuhr in beiden Jahren Gesamtbetrag 4 8 2 Mill. Brutto-Verbindlichkeiten. bbox=[524, 355, 735, 398]
row-label: 30. November . . bbox=[56, 507, 111, 513]
article-heading: * Anhalt-Dessauische Landesbank, Dessau. bbox=[292, 349, 392, 356]
star-icon: * bbox=[87, 163, 92, 172]
copyright-note: Wiedergabe und erhältliche Verbreitung der Artikel seit * und der Privatdepeschen nur mit genauer Quellenangabe „Frkf. Ztg.“ gestattet. bbox=[56, 140, 280, 151]
cell: 2.22 bbox=[349, 433, 376, 439]
cell: 4636.6 bbox=[228, 443, 281, 449]
cell: 2.22 bbox=[458, 433, 485, 439]
bullet-icon: * bbox=[292, 514, 295, 521]
bullet-icon: * bbox=[746, 325, 749, 332]
cell: 1.584 136 bbox=[604, 275, 622, 281]
th: à 1000 ℳ bbox=[110, 430, 144, 436]
bullet-icon: * bbox=[746, 465, 749, 472]
article-heading: * Ein interessantes Baumwollgeschäft. bbox=[746, 282, 835, 289]
cell: 5931.3 bbox=[228, 507, 281, 513]
row-label: 31. August . . . . bbox=[56, 488, 111, 494]
row-label: Wechsel bbox=[293, 420, 350, 426]
article-paragraph: durch Barzahlung 4 44 559 (14 763) Mill., durch Verrechnung mit Konto-Inhabern 4 197 604 (169.275) Mill., durch Platzüberweisungen 4 174 296 (92 148) Mill. auf andere Bankstellen 4 168 843 (65 782) Mill. Von diesen Auszahlungen entfallen auf Rechts- und Staatskassen 4 196 171 (89 711) Mill. Namentlich der Zahlungen für Nachkonto-Inhaber wurden von der Reichsbank zwischen verschiedenen Plätzen durch bloße Verrechnungen 4 171 587 Mill. vermittelt; gegen 4 68 878 Mill. im Vorjahr, wovon auf dem Zahlern im letzten Jahre wieder erheblich zuwachsen sind, so ist auch jetzt noch der Umfang der Bar-Ein- und Auszahlungen auf 20 pCtl. und deshalb sollte es sich die Reichsbankleitung angelegen sein lassen, die Beziehungen mit weiterer Ausgestaltung des beträchtlichen Zahlungsverkehrs, da sie in anderen Ländern schon zum recht hohe Stufe erreicht hat, nach Kräften zu unterstützen. bbox=[292, 66, 513, 109]
row-label: 30. Juni . . . . . . bbox=[56, 475, 111, 481]
row-label: Kreditoren bbox=[293, 401, 350, 407]
cell: 2.22 bbox=[349, 427, 376, 433]
cell: 2.22 bbox=[458, 440, 485, 446]
cell: 5 bbox=[349, 446, 376, 452]
row-label: 30. April . . . . . bbox=[56, 462, 111, 468]
cell: 2.22 bbox=[404, 401, 431, 407]
article-heading: * Personalien. bbox=[746, 173, 780, 180]
article-heading: * Vereinigte Strehwoll-Fabriken, Coswig bei Dresden. bbox=[524, 168, 648, 174]
cell: Mill. 4 bbox=[349, 389, 376, 395]
cell: 2.22 bbox=[349, 401, 376, 407]
cell: 2.22 bbox=[431, 401, 458, 407]
cell: 2.22 bbox=[431, 433, 458, 439]
cell: 2.22 bbox=[458, 395, 485, 401]
bullet-icon: * bbox=[524, 107, 527, 114]
cell: 1729.3 bbox=[201, 501, 228, 507]
th: à 20 ℳ bbox=[201, 430, 228, 436]
cell: 2.22 bbox=[376, 440, 403, 446]
cell: 2.22 bbox=[376, 395, 403, 401]
masthead-left: Seite 4 Nummer 91 bbox=[54, 39, 153, 51]
article-paragraph: Und der durchschnittliche 4 680.29 Mill. Der Obstand, daß der Bestand an Wechseln und diskontierten Schatzanweisungen im letzten Quartal anhaltend über dem vorjährigen ansehnlich hinausging, hatte ins Folge, daß der Betrag der vorzeitig angeschnittenen Zinsen, der schon im vorigen Jahre von 4 5.95 Mill. auf 4 6.93 Mill. gestiegen war, diesmal weiter auf nicht weniger als 46.95 Mill. anwuchs. Der Eingang der wirklich einbezahlt geblichenen Wechsel, einschließlich der Lombardforderungen betrug im Berichtsjahre 4 8 099 904 (4 2 857 1075, wovon auf Wechseln aus dem Verkehre 4 10.16 (4.9 72) Mill. waren, im Laufe des Jahres wurden bereut 4 11 4 1.883 Mill. auf 4 133.765 (4 144 986) überschritten, so daß der Restbestand aller in Rechnung gekommenen Forderungen weiter auf 4 13.93 Mill. angewachsen ist. Gegen ihre vereinbarte Forderungen wurden zum 4 680.29 Mill. angemeldet und 4 15.23 Mill. im Bestande. Der exerzierte Verkehr infolge der durch den Kriege geschaffenen besonderen Verhältnisse 4 62.93 Mill. verfiel, wie schon zu erteilt, dem laufenden Gewinne diesmal 4 29.91 Millionen zu entnehmen. bbox=[55, 277, 281, 331]
cell: 5068.8 bbox=[228, 475, 281, 481]
cell: 1503.6 bbox=[201, 462, 228, 468]
bullet-icon: * bbox=[746, 135, 749, 142]
cell: 2.22 bbox=[349, 452, 376, 458]
row-label: Reingewinn bbox=[293, 440, 350, 446]
cell: 1054.1 bbox=[144, 443, 174, 449]
row-label: Provision bbox=[293, 414, 350, 420]
page-title: Frankfurter Handelsblatt. bbox=[83, 75, 253, 136]
cell: 1923.1 bbox=[201, 513, 228, 519]
cell: 2.22 bbox=[485, 440, 512, 446]
cell: 3812 bbox=[110, 443, 144, 449]
cell: 2.22 bbox=[485, 420, 512, 426]
cell: 2.22 bbox=[349, 420, 376, 426]
bullet-icon: * bbox=[746, 282, 749, 289]
article-paragraph: Die eigenartigen Verhältnisse, die der Weltkrieg in den transozeanischen Transportverhältnissen geschaffen hat, haben bekanntlich besonders der deutschen Seeschiffahrt Gelegenheit zu ganz ungehaltenem Aufschwung in der erwähnten Obligationen Fr. 134.29 (125.46) Mill. Anderseits stehen an Fr. 3.20 (3.76) Mill. bar und sich an Bezugswerte m 4 91 087 (4 39 363). Die Dividenden sind von 4 auf 3.9% erhöht gegen 6% pCt. vor zwei Jahren. Die Kriegssteuern mit 4 700 000 verrechnet. Die Reserven steigen auf Fr. 5.85 (5.35) Mill. bbox=[524, 137, 735, 164]
row-label: 31. Dezember . . . bbox=[56, 513, 111, 519]
bullet-icon: * bbox=[292, 300, 295, 307]
cell: 1939.3 bbox=[110, 501, 144, 507]
cell: 2163.4 bbox=[110, 513, 144, 519]
article-paragraph: Aus Magdeburg, 30. März, wird uns drahtlich berichtet: Die dort bereits angeregten Verwaltungen dieser Bankunternehmung stellte der Aktionäre Kaufmann, welcher seit mehreren Jahren in der Genossenschaftsvertretung der Bank steinen Privat-genießt zur Sitzung zu bringen sucht, eine Anzahl Anträge, die Aufwendungen, die Bilanz und die Bilanz zur allgemeinen Forderung der Frager Kooperationen abzulehnen, da dieselben nicht im Interesse der Aktionäre liegen, sondern nur dazu dienen sollen, seine wirklichen Proprietätsrechte zu unterrichten und das Ansehen der Bank herabzusetzen. Die Frage sagen überdies im wesentlichen schon in der Generalversammlungen 1913 und 1914 ausführlich beantwortet. bbox=[292, 308, 513, 346]
article-paragraph: Der Mitarbeiter der Landesbank und Rhein-Import-Kreuz, bisheriger Hausdirektor in München, Herr Erich Hessenberg, ist am 27. v. M. als Leitung zum Präsident dieser Kreditabteilung ernannt worden und der Bonn in die Stelle des Hauses nach 4 120 Mill. und Geschäftsführer von 4 9.40 (2.98) Mill. angewiesen, und 4 24 870 Mill. aber Verkehrsbetrieb der Firma, und der Umsatz und Einzelheit sich nur bei den Kriegs-Kreditanstalten in Mittel. bbox=[746, 180, 945, 208]
article-paragraph: Die allgemeinste Geschäftslage 1915 zeigen weitere abfließenden Kriegsverwirkungen. Netto 4 118.112 ergebnisse wie 4 0.994 (4 4.030) Zusammenschaffung mit 4 0.82 Mill. und 4 0.94 Mill. erhöhen, Vorjahrsgewinn 4 0.30 ausweisen auf 4 116.00. Weitere m 4 0.95 Mill. Verlust, so gut sich der Verlust auf 4 0.95 Mill. 4 100 Mill. betragende Aktienkapital bleibt diesmal wieder unverändert. Auslage eine vollständig bei mit niedrigen Jahre entsprechen. bbox=[746, 142, 945, 169]
th: à 100 ℳ bbox=[144, 430, 174, 436]
cell: 2.22 bbox=[404, 420, 431, 426]
article-heading: * Basler Kantonalbank. bbox=[292, 514, 348, 521]
cell: 1953.4 bbox=[110, 507, 144, 513]
row-label: Effekten bbox=[293, 427, 350, 433]
article-paragraph: Zu der kürzlich genannten Geschäftsstelle des Verband des Deutschen Verteidigungsanstalten für haumwollenen Gewebe zu Leipzig der höchste Abgeordnet zur Beachtung der folgenden Bestimmungen hinsichtlich der Preise des Verbandes: wer die anderen Warenwaren-Geschäfte als Gewinnen, der Verbandsabsatz festgestellt, sodaß nicht kleiner als 8 pCt. der Verbandsmitglieder bei der Preisveränderungen betrug, und Ausbreitung auf dem Gebiete der Stoffe innehalten sind, der gesamte entstehenden Umsatz mit der Kostenwirkung zu stehen kann. bbox=[746, 333, 945, 365]
